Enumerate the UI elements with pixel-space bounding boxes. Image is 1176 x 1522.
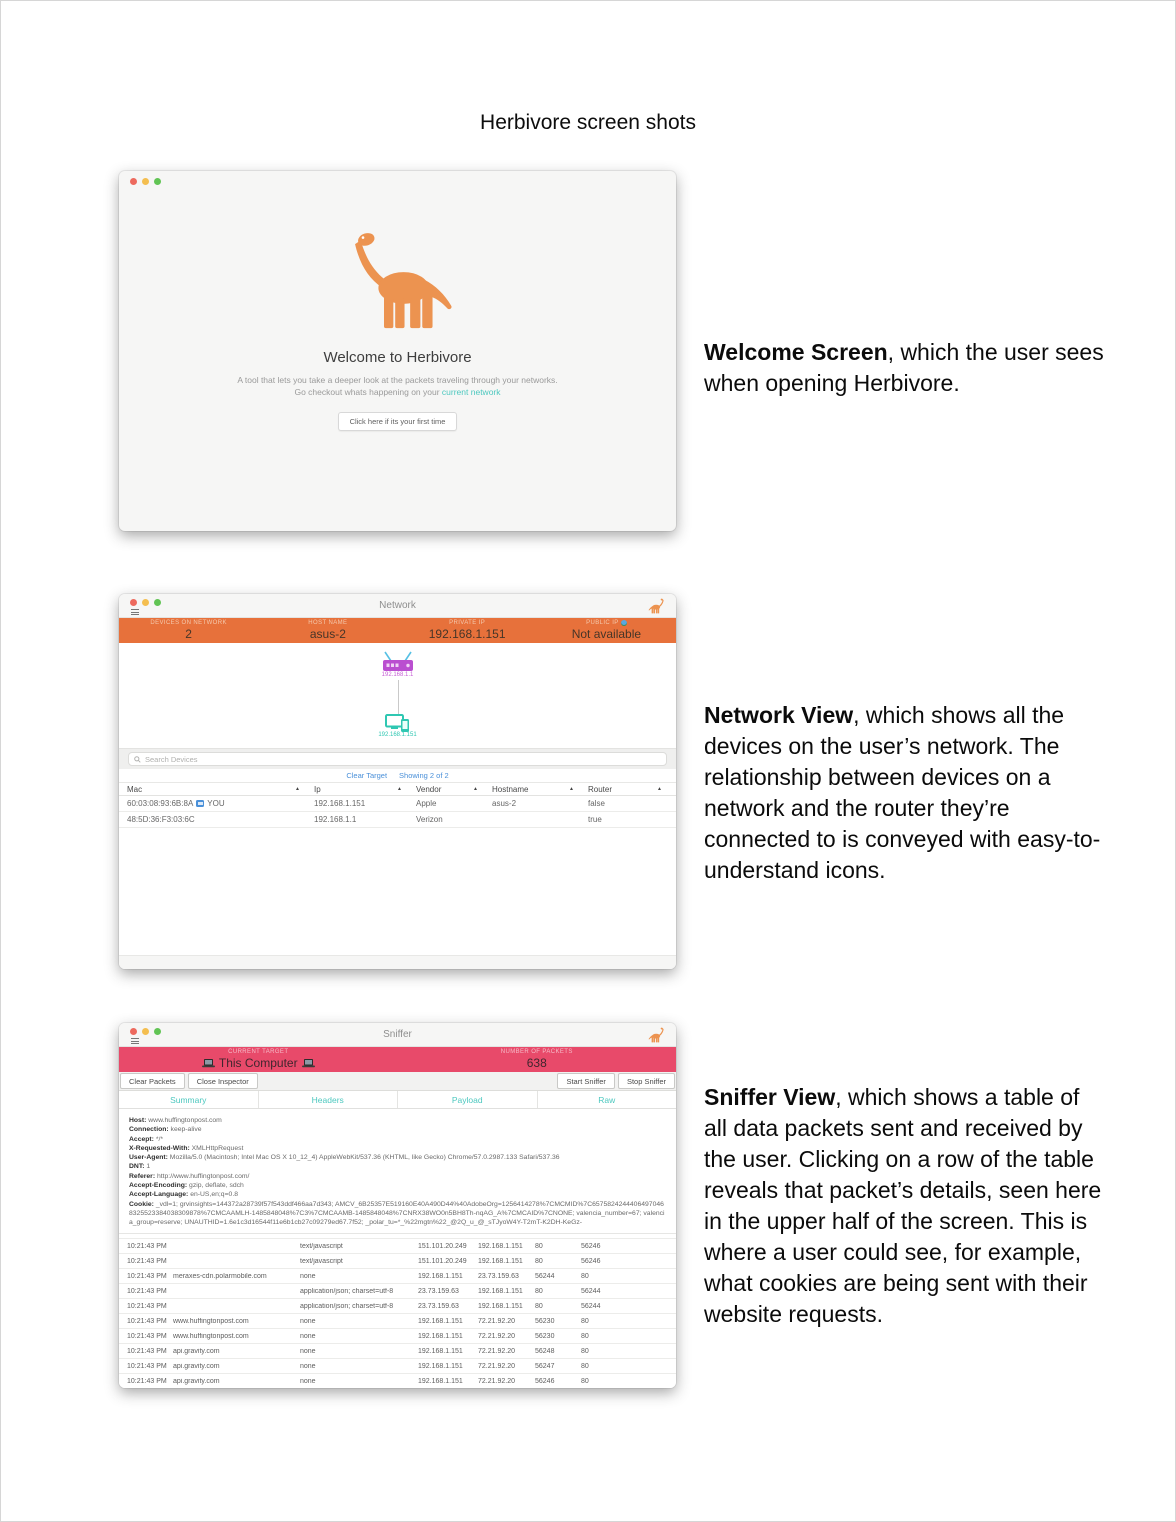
device-row[interactable]: 48:5D:36:F3:03:6C 192.168.1.1 Verizon true [119, 812, 676, 828]
packet-row[interactable]: 10:21:43 PM api.gravity.com none 192.168.1.151 72.21.92.20 56248 80 [119, 1344, 676, 1359]
close-button[interactable] [130, 599, 137, 606]
caption-body: , which shows all the devices on the user’s network. The relationship between devices on a network and the router they’re connected to is conveyed with easy-to-understand icons. [704, 702, 1101, 883]
sort-caret-icon: ▲ [569, 786, 574, 792]
showing-count: Showing 2 of 2 [399, 771, 449, 780]
clear-packets-button[interactable]: Clear Packets [120, 1073, 185, 1089]
stat-private-ip: PRIVATE IP 192.168.1.151 [428, 620, 506, 641]
sort-caret-icon: ▲ [473, 786, 478, 792]
welcome-description: A tool that lets you take a deeper look at the packets traveling through your networks. [237, 375, 558, 385]
window-title: Network [379, 600, 416, 611]
search-strip [119, 748, 676, 769]
table-actions [119, 769, 676, 782]
router-icon[interactable] [381, 651, 415, 672]
minimize-button[interactable] [142, 1028, 149, 1035]
menu-icon[interactable] [131, 1038, 139, 1044]
close-button[interactable] [130, 1028, 137, 1035]
first-time-button[interactable]: Click here if its your first time [338, 412, 458, 431]
packet-row[interactable]: 10:21:43 PM text/javascript 151.101.20.249 192.168.1.151 80 56246 [119, 1239, 676, 1254]
tab-summary[interactable]: Summary [119, 1091, 259, 1108]
welcome-caption [704, 337, 1106, 399]
welcome-window [119, 171, 676, 531]
zoom-button[interactable] [154, 178, 161, 185]
device-row[interactable]: 60:03:08:93:6B:8A YOU 192.168.1.151 Apple asus-2 false [119, 796, 676, 812]
stat-public-ip: PUBLIC IP Not available [571, 620, 642, 641]
sniffer-window [119, 1023, 676, 1388]
start-sniffer-button[interactable]: Start Sniffer [557, 1073, 614, 1089]
sniffer-titlebar [119, 1023, 676, 1047]
page-title: Herbivore screen shots [480, 111, 696, 134]
sniffer-statbar [119, 1047, 676, 1072]
zoom-button[interactable] [154, 1028, 161, 1035]
tab-raw[interactable]: Raw [598, 1094, 616, 1105]
packet-row[interactable]: 10:21:43 PM application/json; charset=utf-8 23.73.159.63 192.168.1.151 80 56244 [119, 1284, 676, 1299]
header-ip[interactable]: Ip ▲ [314, 784, 402, 794]
inspector-tabs [119, 1091, 676, 1109]
packet-row[interactable]: 10:21:43 PM application/json; charset=utf-8 23.73.159.63 192.168.1.151 80 56244 [119, 1299, 676, 1314]
computer-icon[interactable] [385, 714, 411, 732]
header-mac[interactable]: Mac ▲ [127, 784, 300, 794]
network-titlebar [119, 594, 676, 618]
router-ip-label: 192.168.1.1 [381, 672, 414, 678]
description-prefix: Go checkout whats happening on your [294, 387, 442, 398]
window-controls [130, 1028, 161, 1035]
caption-lead: Network View [704, 702, 854, 728]
sniffer-toolbar [119, 1072, 676, 1091]
device-table-header [119, 782, 676, 796]
search-input[interactable] [145, 755, 661, 764]
close-inspector-button[interactable]: Close Inspector [188, 1073, 258, 1089]
window-footer [119, 955, 676, 969]
packet-row[interactable]: 10:21:43 PM text/javascript 151.101.20.249 192.168.1.151 80 56246 [119, 1254, 676, 1269]
dino-icon [648, 1027, 666, 1043]
clear-target-link[interactable]: Clear Target [346, 771, 388, 780]
sniffer-caption [704, 1082, 1106, 1330]
welcome-heading: Welcome to Herbivore [323, 349, 472, 366]
sort-caret-icon: ▲ [295, 786, 300, 792]
search-icon [134, 756, 141, 763]
current-network-link[interactable]: current network [441, 387, 501, 398]
tab-payload[interactable]: Payload [398, 1091, 538, 1108]
packet-row[interactable]: 10:21:43 PM www.huffingtonpost.com none 192.168.1.151 72.21.92.20 56230 80 [119, 1314, 676, 1329]
caption-lead: Sniffer View [704, 1084, 836, 1110]
search-box [128, 752, 667, 766]
packet-row[interactable]: 10:21:43 PM api.gravity.com none 192.168.1.151 72.21.92.20 56246 80 [119, 1374, 676, 1388]
laptop-icon [302, 1059, 315, 1068]
window-controls [130, 599, 161, 606]
connection-line [398, 680, 399, 714]
herbivore-dino-logo [342, 229, 454, 332]
network-caption [704, 700, 1106, 886]
caption-lead: Welcome Screen [704, 339, 888, 365]
packet-row[interactable]: 10:21:43 PM www.huffingtonpost.com none 192.168.1.151 72.21.92.20 56230 80 [119, 1329, 676, 1344]
caption-body: , which shows a table of all data packets sent and received by the user. Clicking on a row of the table reveals that packet’s details, seen here in the upper half of the screen. This is where a user could see, for example, what cookies are being sent with their website requests. [704, 1084, 1102, 1327]
header-hostname[interactable]: Hostname ▲ [492, 784, 574, 794]
stat-current-target: CURRENT TARGET This Computer [119, 1047, 398, 1072]
zoom-button[interactable] [154, 599, 161, 606]
packet-details: Host : www.huffingtonpost.com Connection : keep-alive Accept : */* X-Requested-With : XMLHttpRequest User-Agent : Mozilla/5.0 (Macintosh; Intel Mac OS X 10_12_4) AppleWebKit/537.36 (KHTML, like Gecko) Chrome/57.0.2987.133 Safari/537.36 DNT : 1 Referer : http://www.huffingtonpost.com/ Accept-Encoding : gzip, deflate, sdch Accept-Language : en-US,en;q=0.8 Cookie : _vdl=1; grvinsights=144372a28739f57f543ddf466aa7d343; AMCV_6B25357E519160E40A490D44%40AdobeOrg=1256414278%7CMCMID%7C65758242444064970468325523384038309878%7CMCAAMLH-1485848048%7C3%7CMCAAMB-1485848048%7CNRX38WO0n5BH8Th-nqAG_A%7CMCAID%7CNONE; valencia_number=67; valencia_group=reserve; UNAUTHID=1.6e1c3d16544f11e6b1cb27c09279ed67.7f52; _polar_tu=*_%22mgtn%22_@2Q_u_@_sTJyoW4Y-T2mT-K2DH-KeGz- [119, 1109, 676, 1233]
packet-row[interactable]: 10:21:43 PM api.gravity.com none 192.168.1.151 72.21.92.20 56247 80 [119, 1359, 676, 1374]
close-button[interactable] [130, 178, 137, 185]
window-controls [130, 178, 161, 185]
tab-headers[interactable]: Headers [259, 1091, 399, 1108]
welcome-description-line2 [119, 388, 676, 397]
caption-body: , which the user sees when opening Herbivore. [704, 339, 1104, 396]
header-vendor[interactable]: Vendor ▲ [416, 784, 478, 794]
sort-caret-icon: ▲ [397, 786, 402, 792]
stat-devices: DEVICES ON NETWORK 2 [150, 620, 227, 641]
sort-caret-icon: ▲ [657, 786, 662, 792]
minimize-button[interactable] [142, 178, 149, 185]
globe-icon [621, 620, 627, 626]
stat-hostname: HOST NAME asus-2 [308, 620, 348, 641]
network-statbar [119, 618, 676, 643]
header-router[interactable]: Router ▲ [588, 784, 662, 794]
network-diagram [119, 643, 676, 748]
laptop-icon [202, 1059, 215, 1068]
stop-sniffer-button[interactable]: Stop Sniffer [618, 1073, 675, 1089]
computer-ip-label: 192.168.1.151 [378, 732, 417, 738]
dino-icon [648, 598, 666, 614]
you-device-icon [196, 800, 204, 807]
minimize-button[interactable] [142, 599, 149, 606]
packet-row[interactable]: 10:21:43 PM meraxes-cdn.polarmobile.com none 192.168.1.151 23.73.159.63 56244 80 [119, 1269, 676, 1284]
menu-icon[interactable] [131, 609, 139, 615]
window-title: Sniffer [383, 1029, 412, 1040]
stat-packet-count: NUMBER OF PACKETS 638 [500, 1049, 573, 1070]
you-badge: YOU [207, 799, 225, 808]
network-window [119, 594, 676, 969]
